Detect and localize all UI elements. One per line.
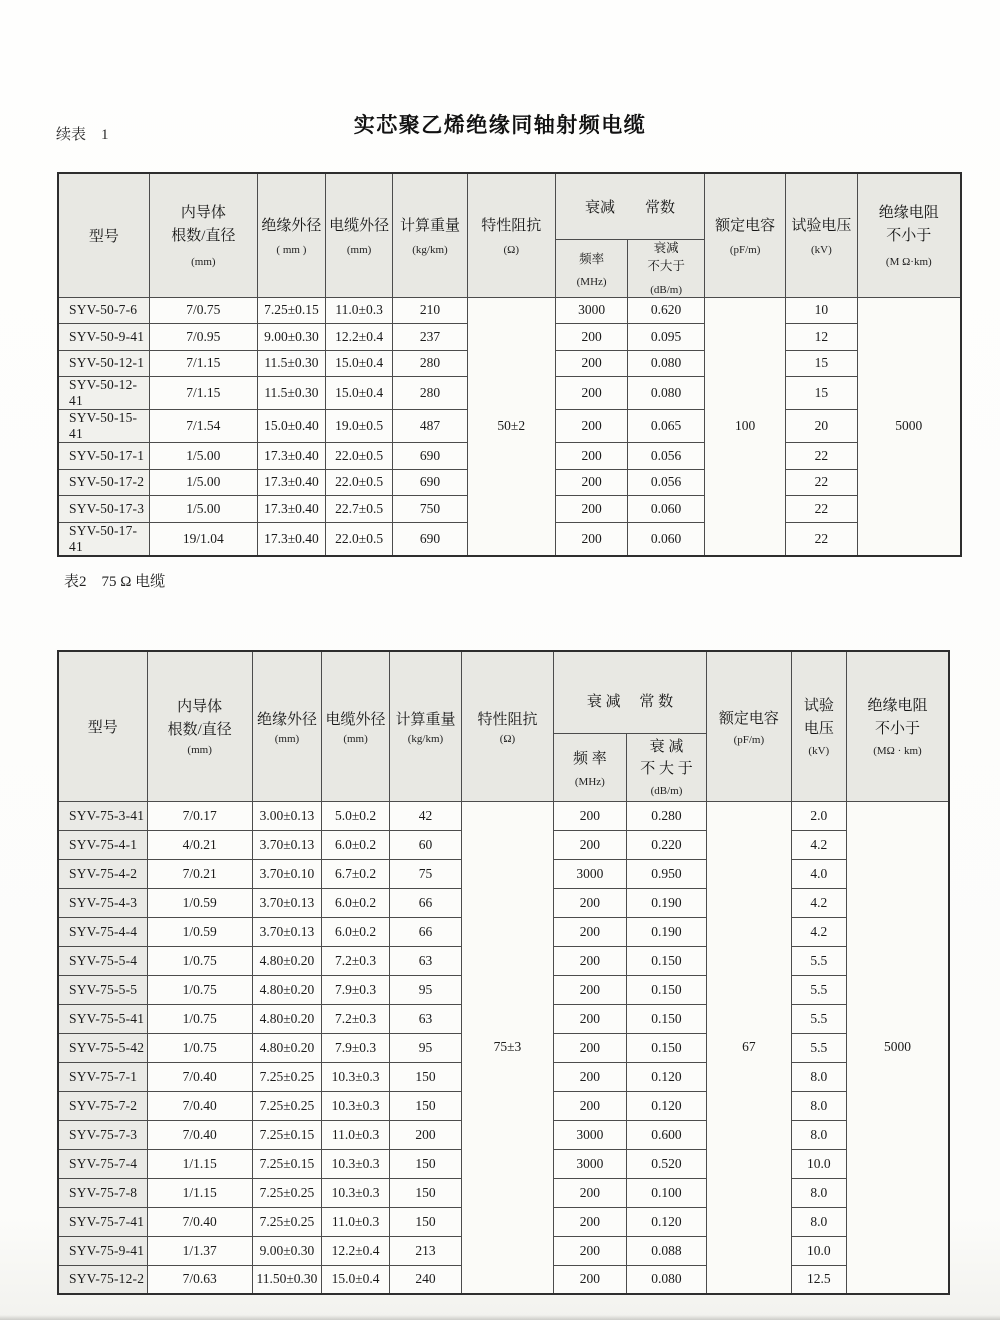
frequency-cell: 200 — [553, 830, 626, 859]
weight-cell: 63 — [389, 1004, 461, 1033]
weight-cell: 150 — [389, 1062, 461, 1091]
model-cell: SYV-50-12-1 — [58, 350, 149, 377]
group-header-attenuation-constant — [556, 173, 705, 239]
header-label: 电缆外径 — [329, 218, 390, 235]
header-label: 特性阻抗 — [477, 711, 538, 728]
header-unit: (mm) — [346, 244, 372, 257]
col-header-model — [58, 651, 147, 801]
insulation-od-cell: 7.25±0.25 — [252, 1091, 321, 1120]
insulation-od-cell: 17.3±0.40 — [258, 469, 326, 496]
scan-bottom-shadow — [0, 1315, 1000, 1320]
voltage-cell: 20 — [786, 410, 857, 443]
model-cell: SYV-50-12-41 — [58, 377, 149, 410]
cable-od-cell: 22.7±0.5 — [325, 496, 393, 523]
attenuation-cell: 0.190 — [626, 917, 706, 946]
insulation-od-cell: 7.25±0.15 — [252, 1149, 321, 1178]
insulation-od-cell: 4.80±0.20 — [252, 946, 321, 975]
frequency-cell: 200 — [553, 1207, 626, 1236]
model-cell: SYV-75-12-2 — [58, 1265, 147, 1294]
frequency-cell: 200 — [553, 888, 626, 917]
voltage-cell: 2.0 — [791, 801, 846, 830]
weight-cell: 690 — [393, 443, 467, 470]
header-unit: (kV) — [811, 244, 832, 257]
frequency-cell: 200 — [553, 1062, 626, 1091]
conductor-cell: 7/1.15 — [149, 377, 257, 410]
attenuation-cell: 0.150 — [626, 1033, 706, 1062]
model-cell: SYV-75-7-4 — [58, 1149, 147, 1178]
voltage-cell: 15 — [786, 377, 857, 410]
voltage-cell: 5.5 — [791, 946, 846, 975]
voltage-cell: 22 — [786, 496, 857, 523]
header-label: 频 率 — [572, 750, 607, 767]
conductor-cell: 7/0.21 — [147, 859, 252, 888]
attenuation-cell: 0.150 — [626, 975, 706, 1004]
col-header-cable-od — [325, 173, 393, 297]
insulation-od-cell: 11.5±0.30 — [258, 377, 326, 410]
frequency-cell: 3000 — [556, 297, 628, 324]
weight-cell: 690 — [393, 469, 467, 496]
model-cell: SYV-75-7-3 — [58, 1120, 147, 1149]
attenuation-cell: 0.120 — [626, 1062, 706, 1091]
frequency-cell: 200 — [556, 377, 628, 410]
conductor-cell: 1/5.00 — [149, 443, 257, 470]
header-unit: (pF/m) — [729, 244, 761, 257]
frequency-cell: 200 — [553, 1004, 626, 1033]
voltage-cell: 8.0 — [791, 1062, 846, 1091]
attenuation-cell: 0.520 — [626, 1149, 706, 1178]
voltage-cell: 4.2 — [791, 888, 846, 917]
attenuation-cell: 0.220 — [626, 830, 706, 859]
conductor-cell: 1/1.37 — [147, 1236, 252, 1265]
frequency-cell: 200 — [553, 1265, 626, 1294]
header-unit: (kV) — [808, 745, 830, 757]
cable-od-cell: 7.2±0.3 — [322, 1004, 390, 1033]
col-header-test-voltage — [791, 651, 846, 801]
model-cell: SYV-75-4-4 — [58, 917, 147, 946]
weight-cell: 60 — [389, 830, 461, 859]
table2-body — [58, 801, 949, 1294]
model-cell: SYV-50-9-41 — [58, 324, 149, 351]
weight-cell: 213 — [389, 1236, 461, 1265]
model-cell: SYV-75-9-41 — [58, 1236, 147, 1265]
conductor-cell: 1/0.75 — [147, 946, 252, 975]
attenuation-cell: 0.060 — [628, 496, 705, 523]
attenuation-cell: 0.088 — [626, 1236, 706, 1265]
header-unit: (mm) — [191, 255, 216, 268]
header-label: 根数/直径 — [171, 228, 236, 245]
header-unit: (kg/km) — [407, 732, 444, 745]
conductor-cell: 7/0.95 — [149, 324, 257, 351]
table-row — [58, 801, 949, 830]
voltage-cell: 8.0 — [791, 1120, 846, 1149]
voltage-cell: 5.5 — [791, 1004, 846, 1033]
col-header-capacitance — [704, 173, 785, 297]
header-unit: ( mm ) — [276, 244, 307, 257]
insulation-od-cell: 3.70±0.13 — [252, 830, 321, 859]
frequency-cell: 3000 — [553, 1149, 626, 1178]
col-header-calc-weight — [389, 651, 461, 801]
header-unit: (MHz) — [576, 275, 607, 288]
frequency-cell: 200 — [553, 1091, 626, 1120]
model-cell: SYV-75-4-2 — [58, 859, 147, 888]
weight-cell: 95 — [389, 975, 461, 1004]
header-unit: (mm) — [343, 732, 368, 745]
col-header-insulation-resistance — [846, 651, 949, 801]
attenuation-cell: 0.600 — [626, 1120, 706, 1149]
cable-od-cell: 12.2±0.4 — [322, 1236, 390, 1265]
weight-cell: 42 — [389, 801, 461, 830]
sub-header-frequency — [553, 733, 626, 801]
attenuation-cell: 0.080 — [626, 1265, 706, 1294]
table1-coax-50ohm — [57, 172, 962, 557]
voltage-cell: 4.2 — [791, 917, 846, 946]
header-label: 绝缘电阻 — [867, 697, 928, 714]
header-label: 试验 — [803, 697, 834, 714]
conductor-cell: 7/0.40 — [147, 1091, 252, 1120]
col-header-insulation-resistance — [857, 173, 961, 297]
weight-cell: 487 — [393, 410, 467, 443]
cable-od-cell: 10.3±0.3 — [322, 1149, 390, 1178]
insulation-od-cell: 11.50±0.30 — [252, 1265, 321, 1294]
cable-od-cell: 15.0±0.4 — [322, 1265, 390, 1294]
insulation-od-cell: 3.70±0.13 — [252, 917, 321, 946]
conductor-cell: 7/0.63 — [147, 1265, 252, 1294]
frequency-cell: 200 — [553, 801, 626, 830]
header-unit: (M Ω·km) — [885, 255, 932, 268]
model-cell: SYV-50-17-1 — [58, 443, 149, 470]
resistance-merged-cell: 5000 — [857, 297, 961, 556]
insulation-od-cell: 17.3±0.40 — [258, 522, 326, 556]
attenuation-cell: 0.150 — [626, 1004, 706, 1033]
col-header-inner-conductor — [149, 173, 257, 297]
header-label: 不大于 — [647, 259, 685, 273]
voltage-cell: 10.0 — [791, 1149, 846, 1178]
header-label: 衰减 — [653, 241, 679, 256]
voltage-cell: 10.0 — [791, 1236, 846, 1265]
header-label: 绝缘电阻 — [878, 205, 939, 221]
header-unit: (Ω) — [499, 732, 516, 745]
attenuation-cell: 0.150 — [626, 946, 706, 975]
model-cell: SYV-75-4-1 — [58, 830, 147, 859]
attenuation-cell: 0.095 — [628, 324, 705, 351]
voltage-cell: 22 — [786, 443, 857, 470]
cable-od-cell: 15.0±0.4 — [325, 377, 393, 410]
header-label: 绝缘外径 — [256, 711, 317, 728]
voltage-cell: 5.5 — [791, 975, 846, 1004]
header-label: 电缆外径 — [325, 711, 386, 728]
insulation-od-cell: 3.70±0.10 — [252, 859, 321, 888]
model-cell: SYV-50-15-41 — [58, 410, 149, 443]
model-cell: SYV-50-7-6 — [58, 297, 149, 324]
weight-cell: 63 — [389, 946, 461, 975]
header-unit: (mm) — [187, 744, 212, 756]
impedance-merged-cell: 75±3 — [462, 801, 554, 1294]
header-unit: (Ω) — [503, 244, 520, 257]
frequency-cell: 3000 — [553, 1120, 626, 1149]
conductor-cell: 1/0.59 — [147, 888, 252, 917]
frequency-cell: 200 — [553, 975, 626, 1004]
resistance-merged-cell: 5000 — [846, 801, 949, 1294]
insulation-od-cell: 11.5±0.30 — [258, 350, 326, 377]
header-label: 衰 减 — [649, 738, 684, 755]
col-header-test-voltage — [786, 173, 857, 297]
table2-coax-75ohm — [57, 650, 950, 1295]
model-cell: SYV-75-4-3 — [58, 888, 147, 917]
voltage-cell: 8.0 — [791, 1091, 846, 1120]
attenuation-cell: 0.120 — [626, 1207, 706, 1236]
page-title: 实芯聚乙烯绝缘同轴射频电缆 — [353, 113, 647, 137]
header-label: 不小于 — [886, 228, 932, 245]
header-label: 额定电容 — [718, 710, 779, 727]
col-header-impedance — [462, 651, 554, 801]
insulation-od-cell: 3.70±0.13 — [252, 888, 321, 917]
conductor-cell: 1/1.15 — [147, 1178, 252, 1207]
frequency-cell: 200 — [556, 350, 628, 377]
weight-cell: 750 — [393, 496, 467, 523]
conductor-cell: 1/0.75 — [147, 1004, 252, 1033]
header-unit: (mm) — [274, 732, 300, 745]
weight-cell: 690 — [393, 522, 467, 556]
attenuation-cell: 0.190 — [626, 888, 706, 917]
col-header-cable-od — [322, 651, 390, 801]
weight-cell: 240 — [389, 1265, 461, 1294]
cable-od-cell: 11.0±0.3 — [322, 1120, 390, 1149]
insulation-od-cell: 4.80±0.20 — [252, 1033, 321, 1062]
insulation-od-cell: 3.00±0.13 — [252, 801, 321, 830]
header-label: 内导体 — [180, 205, 226, 221]
cable-od-cell: 6.0±0.2 — [322, 830, 390, 859]
frequency-cell: 200 — [556, 324, 628, 351]
voltage-cell: 12.5 — [791, 1265, 846, 1294]
header-label: 计算重量 — [399, 218, 460, 235]
header-label: 型号 — [88, 228, 119, 245]
voltage-cell: 12 — [786, 324, 857, 351]
cable-od-cell: 5.0±0.2 — [322, 801, 390, 830]
conductor-cell: 1/5.00 — [149, 496, 257, 523]
col-header-inner-conductor — [147, 651, 252, 801]
conductor-cell: 7/0.40 — [147, 1120, 252, 1149]
conductor-cell: 4/0.21 — [147, 830, 252, 859]
attenuation-cell: 0.620 — [628, 297, 705, 324]
table1-body — [58, 297, 961, 556]
cable-od-cell: 10.3±0.3 — [322, 1091, 390, 1120]
cable-od-cell: 6.0±0.2 — [322, 917, 390, 946]
attenuation-cell: 0.056 — [628, 443, 705, 470]
model-cell: SYV-75-3-41 — [58, 801, 147, 830]
cable-od-cell: 22.0±0.5 — [325, 469, 393, 496]
attenuation-cell: 0.100 — [626, 1178, 706, 1207]
table-row — [58, 297, 961, 324]
weight-cell: 95 — [389, 1033, 461, 1062]
model-cell: SYV-75-5-4 — [58, 946, 147, 975]
cable-od-cell: 10.3±0.3 — [322, 1062, 390, 1091]
insulation-od-cell: 17.3±0.40 — [258, 443, 326, 470]
cable-od-cell: 22.0±0.5 — [325, 522, 393, 556]
insulation-od-cell: 7.25±0.25 — [252, 1062, 321, 1091]
insulation-od-cell: 17.3±0.40 — [258, 496, 326, 523]
frequency-cell: 200 — [553, 946, 626, 975]
header-label: 额定电容 — [715, 218, 776, 235]
attenuation-cell: 0.080 — [628, 377, 705, 410]
weight-cell: 200 — [389, 1120, 461, 1149]
conductor-cell: 1/0.75 — [147, 1033, 252, 1062]
header-unit: (dB/m) — [650, 785, 683, 798]
col-header-model — [58, 173, 149, 297]
cable-od-cell: 22.0±0.5 — [325, 443, 393, 470]
header-label: 不 大 于 — [640, 761, 693, 777]
weight-cell: 66 — [389, 917, 461, 946]
frequency-cell: 200 — [553, 917, 626, 946]
header-label: 型号 — [87, 719, 118, 736]
sub-header-attenuation-max — [628, 239, 705, 297]
conductor-cell: 1/0.75 — [147, 975, 252, 1004]
conductor-cell: 7/1.54 — [149, 410, 257, 443]
model-cell: SYV-75-5-41 — [58, 1004, 147, 1033]
cable-od-cell: 7.9±0.3 — [322, 975, 390, 1004]
frequency-cell: 200 — [556, 469, 628, 496]
model-cell: SYV-75-7-2 — [58, 1091, 147, 1120]
conductor-cell: 1/0.59 — [147, 917, 252, 946]
cable-od-cell: 6.0±0.2 — [322, 888, 390, 917]
cable-od-cell: 7.2±0.3 — [322, 946, 390, 975]
insulation-od-cell: 7.25±0.25 — [252, 1178, 321, 1207]
frequency-cell: 200 — [556, 443, 628, 470]
weight-cell: 150 — [389, 1178, 461, 1207]
header-label: 内导体 — [177, 698, 223, 715]
conductor-cell: 1/5.00 — [149, 469, 257, 496]
model-cell: SYV-75-5-5 — [58, 975, 147, 1004]
continued-table-label: 续表 1 — [56, 127, 109, 143]
insulation-od-cell: 7.25±0.25 — [252, 1207, 321, 1236]
col-header-capacitance — [707, 651, 792, 801]
cable-od-cell: 7.9±0.3 — [322, 1033, 390, 1062]
header-label: 试验电压 — [791, 218, 852, 235]
cable-od-cell: 11.0±0.3 — [325, 297, 393, 324]
cable-od-cell: 12.2±0.4 — [325, 324, 393, 351]
insulation-od-cell: 4.80±0.20 — [252, 1004, 321, 1033]
frequency-cell: 200 — [556, 410, 628, 443]
impedance-merged-cell: 50±2 — [467, 297, 555, 556]
voltage-cell: 5.5 — [791, 1033, 846, 1062]
sub-header-attenuation-max — [626, 733, 706, 801]
conductor-cell: 7/0.40 — [147, 1207, 252, 1236]
weight-cell: 210 — [393, 297, 467, 324]
model-cell: SYV-75-5-42 — [58, 1033, 147, 1062]
header-label: 频率 — [579, 251, 605, 266]
attenuation-cell: 0.060 — [628, 522, 705, 556]
voltage-cell: 4.0 — [791, 859, 846, 888]
header-unit: (dB/m) — [650, 283, 682, 296]
weight-cell: 237 — [393, 324, 467, 351]
header-unit: (kg/km) — [412, 244, 448, 257]
voltage-cell: 10 — [786, 297, 857, 324]
cable-od-cell: 11.0±0.3 — [322, 1207, 390, 1236]
attenuation-cell: 0.120 — [626, 1091, 706, 1120]
weight-cell: 280 — [393, 350, 467, 377]
col-header-insulation-od — [252, 651, 321, 801]
frequency-cell: 200 — [556, 522, 628, 556]
model-cell: SYV-50-17-3 — [58, 496, 149, 523]
frequency-cell: 200 — [556, 496, 628, 523]
header-unit: (MHz) — [574, 775, 605, 788]
sub-header-frequency — [556, 239, 628, 297]
voltage-cell: 4.2 — [791, 830, 846, 859]
conductor-cell: 1/1.15 — [147, 1149, 252, 1178]
insulation-od-cell: 9.00±0.30 — [252, 1236, 321, 1265]
model-cell: SYV-75-7-41 — [58, 1207, 147, 1236]
voltage-cell: 22 — [786, 522, 857, 556]
conductor-cell: 19/1.04 — [149, 522, 257, 556]
conductor-cell: 7/0.17 — [147, 801, 252, 830]
header-unit: (MΩ · km) — [873, 745, 922, 757]
attenuation-cell: 0.280 — [626, 801, 706, 830]
header-label: 计算重量 — [395, 711, 456, 728]
voltage-cell: 22 — [786, 469, 857, 496]
cable-od-cell: 6.7±0.2 — [322, 859, 390, 888]
col-header-impedance — [467, 173, 555, 297]
header-label: 电压 — [803, 720, 834, 737]
insulation-od-cell: 4.80±0.20 — [252, 975, 321, 1004]
voltage-cell: 15 — [786, 350, 857, 377]
conductor-cell: 7/0.40 — [147, 1062, 252, 1091]
attenuation-cell: 0.950 — [626, 859, 706, 888]
voltage-cell: 8.0 — [791, 1207, 846, 1236]
insulation-od-cell: 7.25±0.15 — [258, 297, 326, 324]
insulation-od-cell: 15.0±0.40 — [258, 410, 326, 443]
model-cell: SYV-75-7-1 — [58, 1062, 147, 1091]
weight-cell: 150 — [389, 1207, 461, 1236]
capacitance-merged-cell: 67 — [707, 801, 792, 1294]
frequency-cell: 3000 — [553, 859, 626, 888]
group-header-attenuation-constant — [553, 651, 706, 733]
cable-od-cell: 10.3±0.3 — [322, 1178, 390, 1207]
attenuation-cell: 0.065 — [628, 410, 705, 443]
weight-cell: 66 — [389, 888, 461, 917]
weight-cell: 150 — [389, 1149, 461, 1178]
col-header-insulation-od — [258, 173, 326, 297]
attenuation-cell: 0.056 — [628, 469, 705, 496]
model-cell: SYV-75-7-8 — [58, 1178, 147, 1207]
attenuation-cell: 0.080 — [628, 350, 705, 377]
header-label: 衰减 常数 — [584, 199, 675, 216]
weight-cell: 280 — [393, 377, 467, 410]
header-label: 绝缘外径 — [261, 218, 322, 235]
insulation-od-cell: 7.25±0.15 — [252, 1120, 321, 1149]
weight-cell: 150 — [389, 1091, 461, 1120]
header-unit: (pF/m) — [733, 733, 765, 746]
cable-od-cell: 19.0±0.5 — [325, 410, 393, 443]
table2-caption: 表2 75 Ω 电缆 — [64, 574, 166, 590]
header-label: 衰 减 常 数 — [586, 693, 674, 710]
model-cell: SYV-50-17-41 — [58, 522, 149, 556]
capacitance-merged-cell: 100 — [704, 297, 785, 556]
header-label: 特性阻抗 — [481, 218, 542, 235]
voltage-cell: 8.0 — [791, 1178, 846, 1207]
header-label: 根数/直径 — [167, 721, 232, 738]
conductor-cell: 7/1.15 — [149, 350, 257, 377]
header-label: 不小于 — [874, 720, 920, 737]
model-cell: SYV-50-17-2 — [58, 469, 149, 496]
col-header-calc-weight — [393, 173, 467, 297]
frequency-cell: 200 — [553, 1236, 626, 1265]
frequency-cell: 200 — [553, 1178, 626, 1207]
conductor-cell: 7/0.75 — [149, 297, 257, 324]
cable-od-cell: 15.0±0.4 — [325, 350, 393, 377]
weight-cell: 75 — [389, 859, 461, 888]
insulation-od-cell: 9.00±0.30 — [258, 324, 326, 351]
frequency-cell: 200 — [553, 1033, 626, 1062]
